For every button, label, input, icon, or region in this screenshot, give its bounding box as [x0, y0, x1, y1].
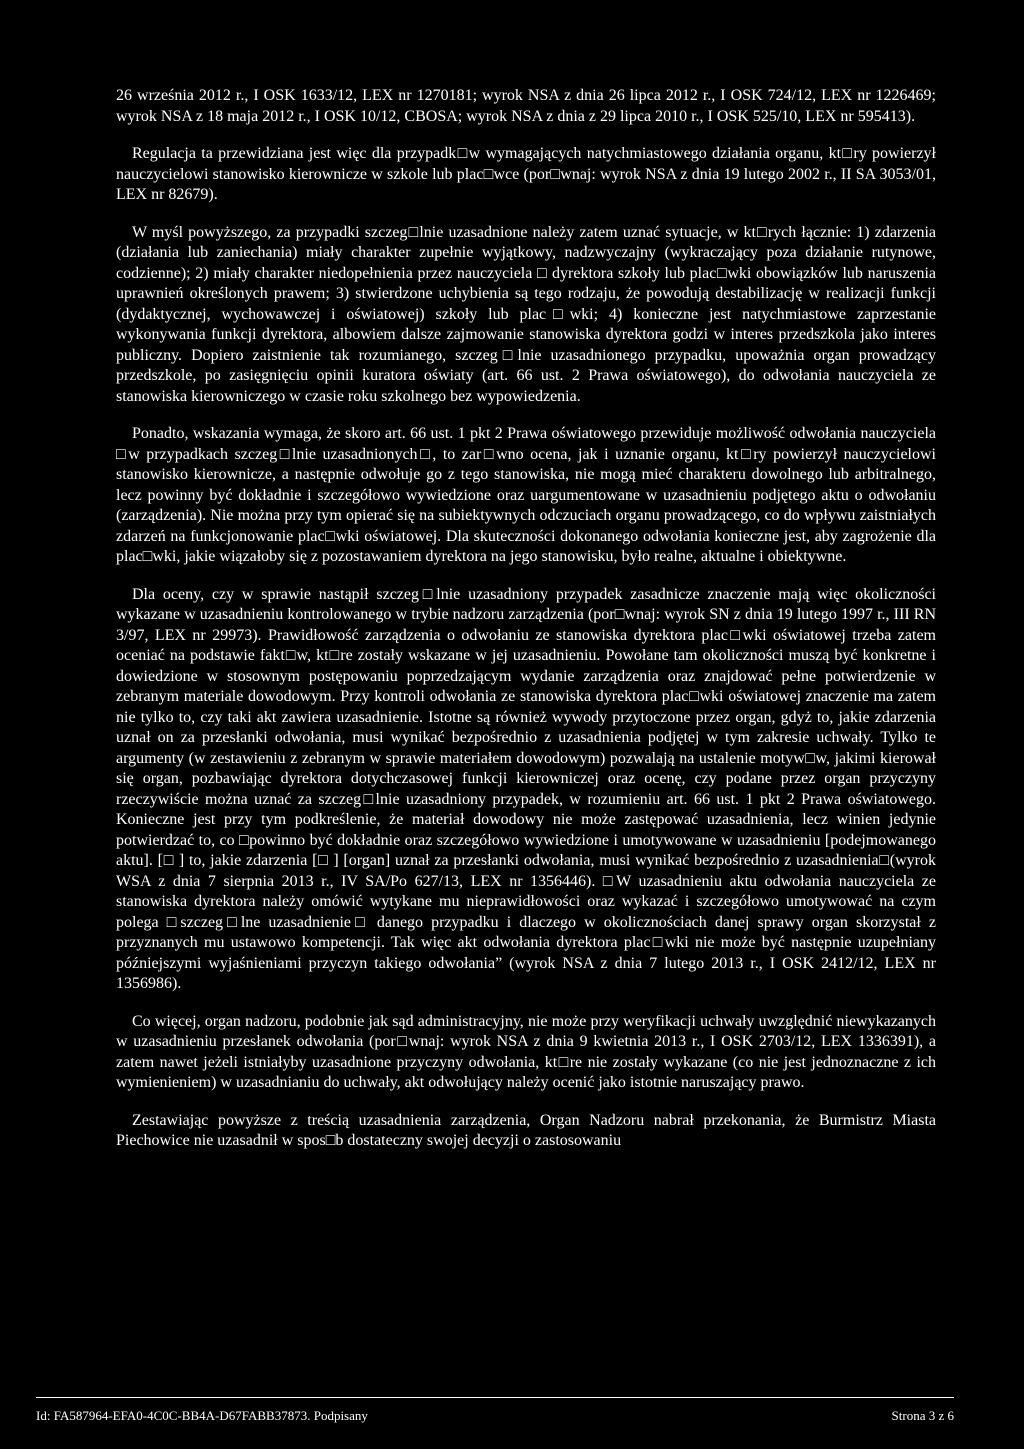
- footer-page-number: Strona 3 z 6: [891, 1408, 954, 1423]
- paragraph-conclusion: Zestawiając powyższe z treścią uzasadnienia zarządzenia, Organ Nadzoru nabrał przekonania, że Burmistrz Miasta Piechowice nie uzasadnił w spos□b dostateczny swojej decyzji o zastosowaniu: [116, 1111, 936, 1149]
- footer-document-id: Id: FA587964-EFA0-4C0C-BB4A-D67FABB37873. Podpisany: [36, 1408, 368, 1423]
- paragraph-citations-continued: 26 września 2012 r., I OSK 1633/12, LEX nr 1270181; wyrok NSA z dnia 26 lipca 2012 r., I OSK 724/12, LEX nr 1226469; wyrok NSA z 18 maja 2012 r., I OSK 10/12, CBOSA; wyrok NSA z dnia z 29 lipca 2010 r., I OSK 525/10, LEX nr 595413).: [116, 87, 936, 125]
- paragraph-supervisory-body: Co więcej, organ nadzoru, podobnie jak sąd administracyjny, nie może przy weryfikacji uchwały uwzględnić niewykazanych w uzasadnieniu przesłanek odwołania (por□wnaj: wyrok NSA z dnia 9 kwietnia 2013 r., I OSK 2703/12, LEX 1336391), a zatem nawet jeżeli istniałyby uzasadnione przyczyny odwołania, kt□re nie zostały wykazane (co nie jest jednoznaczne z ich wymienieniem) w uzasadnianiu do uchwały, akt odwołujący należy ocenić jako istotnie naruszający prawo.: [116, 1012, 936, 1091]
- paragraph-assessment: Dla oceny, czy w sprawie nastąpił szczeg□lnie uzasadniony przypadek zasadnicze znaczenie mają więc okoliczności wykazane w uzasadnieniu kontrolowanego w trybie nadzoru zarządzenia (por□wnaj: wyrok SN z dnia 19 lutego 1997 r., III RN 3/97, LEX nr 29973). Prawidłowość zarządzenia o odwołaniu ze stanowiska dyrektora plac□wki oświatowej trzeba zatem oceniać na podstawie fakt□w, kt□re zostały wskazane w jej uzasadnieniu. Powołane tam okoliczności muszą być konkretne i dowiedzione w stosownym postępowaniu poprzedzającym wydanie zarządzenia oraz znajdować pełne potwierdzenie w zebranym materiale dowodowym. Przy kontroli odwołania ze stanowiska dyrektora plac□wki oświatowej znaczenie ma zatem nie tylko to, czy taki akt zawiera uzasadnienie. Istotne są również wywody przytoczone przez organ, gdyż to, jakie zdarzenia uznał on za przesłanki odwołania, musi wynikać bezpośrednio z uzasadnienia podjętej w tym zakresie uchwały. Tylko te argumenty (w zestawieniu z zebranym w sprawie materiałem dowodowym) pozwalają na ustalenie motyw□w, jakimi kierował się organ, pozbawiając dyrektora dotychczasowej funkcji kierowniczej oraz ocenę, czy podane przez organ przyczyny rzeczywiście można uznać za szczeg□lnie uzasadniony przypadek, w rozumieniu art. 66 ust. 1 pkt 2 Prawa oświatowego. Konieczne jest przy tym podkreślenie, że materiał dowodowy nie może zastępować uzasadnienia, lecz winien jedynie potwierdzać to, co □powinno być dokładnie oraz szczegółowo wywiedzione i umotywowane w uzasadnieniu [podejmowanego aktu]. [□ ] to, jakie zdarzenia [□ ] [organ] uznał za przesłanki odwołania, musi wynikać bezpośrednio z uzasadnienia□(wyrok WSA z dnia 7 sierpnia 2013 r., IV SA/Po 627/13, LEX nr 1356446). □W uzasadnieniu aktu odwołania nauczyciela ze stanowiska dyrektora należy omówić wytykane mu nieprawidłowości oraz wykazać i szczegółowo umotywować na czym polega □szczeg□lne uzasadnienie□ danego przypadku i dlaczego w okolicznościach danej sprawy organ skorzystał z przyznanych mu ustawowo kompetencji. Tak więc akt odwołania dyrektora plac□wki nie może być następnie uzupełniany późniejszymi wyjaśnieniami przyczyn takiego odwołania” (wyrok NSA z dnia 7 lutego 2013 r., I OSK 2412/12, LEX nr 1356986).: [116, 585, 936, 992]
- paragraph-justification-requirement: Ponadto, wskazania wymaga, że skoro art. 66 ust. 1 pkt 2 Prawa oświatowego przewiduje możliwość odwołania nauczyciela □w przypadkach szczeg□lnie uzasadnionych□, to zar□wno ocena, jak i uznanie organu, kt□ry powierzył nauczycielowi stanowisko kierownicze, a następnie odwołuje go z tego stanowiska, nie mogą mieć charakteru dowolnego lub arbitralnego, lecz powinny być dokładnie i szczegółowo wywiedzione oraz uargumentowane w uzasadnieniu podjętego aktu o odwołaniu (zarządzenia). Nie można przy tym opierać się na subiektywnych odczuciach organu prowadzącego, co do wpływu zaistniałych zdarzeń na funkcjonowanie plac□wki oświatowej. Dla skuteczności dokonanego odwołania konieczne jest, aby zagrożenie dla plac□wki, jakie wiązałoby się z pozostawaniem dyrektora na jego stanowisku, było realne, aktualne i obiektywne.: [116, 425, 936, 565]
- footer-divider: [36, 1397, 954, 1398]
- paragraph-regulation: Regulacja ta przewidziana jest więc dla przypadk□w wymagających natychmiastowego działania organu, kt□ry powierzył nauczycielowi stanowisko kierownicze w szkole lub plac□wce (por□wnaj: wyrok NSA z dnia 19 lutego 2002 r., II SA 3053/01, LEX nr 82679).: [116, 145, 936, 203]
- document-page: [116, 86, 936, 1169]
- paragraph-special-cases: W myśl powyższego, za przypadki szczeg□lnie uzasadnione należy zatem uznać sytuacje, w kt□rych łącznie: 1) zdarzenia (działania lub zaniechania) miały charakter zupełnie wyjątkowy, nadzwyczajny (wykraczający poza działanie rutynowe, codzienne); 2) miały charakter niedopełnienia przez nauczyciela □ dyrektora szkoły lub plac□wki obowiązków lub naruszenia uprawnień określonych prawem; 3) stwierdzone uchybienia są tego rodzaju, że powodują destabilizację w realizacji funkcji (dydaktycznej, wychowawczej i oświatowej) szkoły lub plac□wki; 4) konieczne jest natychmiastowe zaprzestanie wykonywania funkcji dyrektora, albowiem dalsze zajmowanie stanowiska dyrektora godzi w interes przedszkola jako interes publiczny. Dopiero zaistnienie tak rozumianego, szczeg□lnie uzasadnionego przypadku, upoważnia organ prowadzący przedszkole, po zasięgnięciu opinii kuratora oświaty (art. 66 ust. 2 Prawa oświatowego), do odwołania nauczyciela ze stanowiska kierowniczego w czasie roku szkolnego bez wypowiedzenia.: [116, 223, 936, 405]
